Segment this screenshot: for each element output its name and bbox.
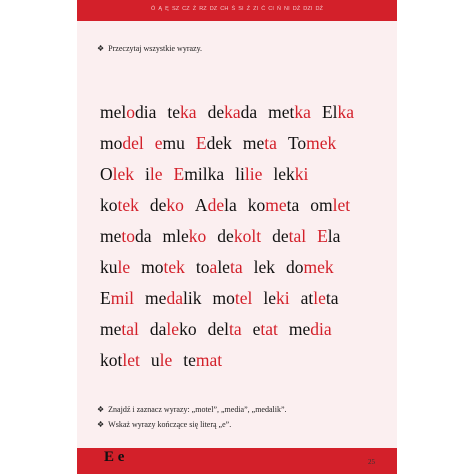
syllable: kot xyxy=(100,350,123,370)
syllable: me xyxy=(242,133,265,153)
syllable: mil xyxy=(184,164,208,184)
word[interactable] xyxy=(263,283,289,314)
word[interactable] xyxy=(208,97,258,128)
syllable-highlighted: ta xyxy=(228,319,242,339)
syllable: at xyxy=(300,288,314,308)
word-row xyxy=(100,345,365,376)
syllable-highlighted: E xyxy=(317,226,328,246)
word[interactable] xyxy=(301,283,339,314)
syllable-highlighted: ko xyxy=(188,226,207,246)
syllable: E xyxy=(100,288,111,308)
word-row xyxy=(100,97,365,128)
syllable-highlighted: tal xyxy=(121,319,139,339)
alphabet-letter: Ź xyxy=(246,6,251,12)
syllable: lek xyxy=(253,257,275,277)
syllable-highlighted: le xyxy=(159,350,173,370)
syllable-highlighted: le xyxy=(166,319,180,339)
syllable: me xyxy=(100,226,122,246)
syllable: mu xyxy=(162,133,185,153)
alphabet-letter: Ó xyxy=(150,6,156,12)
word[interactable] xyxy=(288,128,336,159)
syllable: mle xyxy=(162,226,189,246)
alphabet-letter: Ś xyxy=(231,6,236,12)
syllable-highlighted: ta xyxy=(229,257,243,277)
instruction-ending-text: Wskaż wyrazy kończące się literą „e”. xyxy=(108,420,232,429)
word[interactable] xyxy=(195,190,237,221)
syllable-highlighted: le xyxy=(313,288,326,308)
syllable-highlighted: ki xyxy=(275,288,290,308)
syllable: mel xyxy=(100,102,127,122)
syllable: la xyxy=(224,195,237,215)
syllable: li xyxy=(235,164,245,184)
syllable-highlighted: mat xyxy=(195,350,223,370)
word-row xyxy=(100,314,365,345)
syllable-highlighted: ka xyxy=(224,102,241,122)
syllable-highlighted: let xyxy=(332,195,351,215)
alphabet-letter: Ą xyxy=(158,6,163,12)
word-row xyxy=(100,252,365,283)
syllable-highlighted: lek xyxy=(112,164,135,184)
word[interactable] xyxy=(100,159,134,190)
alphabet-letter: DZI xyxy=(303,6,313,12)
syllable: ta xyxy=(325,288,339,308)
word-row xyxy=(100,128,365,159)
syllable: de xyxy=(272,226,289,246)
alphabet-letter: ZI xyxy=(253,6,259,12)
word[interactable] xyxy=(100,252,130,283)
syllable-highlighted: let xyxy=(122,350,140,370)
diamond-bullet-icon: ❖ xyxy=(97,44,105,53)
syllable-highlighted: le xyxy=(149,164,163,184)
word[interactable] xyxy=(248,190,300,221)
syllable: lik xyxy=(182,288,202,308)
bottom-banner xyxy=(77,448,397,474)
word[interactable] xyxy=(212,283,252,314)
word[interactable] xyxy=(196,128,232,159)
syllable: lek xyxy=(273,164,295,184)
syllable: met xyxy=(268,102,295,122)
word[interactable] xyxy=(100,190,139,221)
word[interactable] xyxy=(254,252,275,283)
word[interactable] xyxy=(310,190,350,221)
syllable: ko xyxy=(179,319,197,339)
word[interactable] xyxy=(163,221,207,252)
syllable: i xyxy=(145,164,150,184)
word[interactable] xyxy=(235,159,262,190)
word-row xyxy=(100,283,365,314)
syllable: O xyxy=(100,164,113,184)
syllable-highlighted: ki xyxy=(294,164,309,184)
syllable-highlighted: mil xyxy=(110,288,135,308)
alphabet-letter: CI xyxy=(268,6,274,12)
word-row xyxy=(100,190,365,221)
word-row xyxy=(100,159,365,190)
alphabet-letter: DŹ xyxy=(315,6,324,12)
syllable-highlighted: me xyxy=(265,195,287,215)
alphabet-letter: Ż xyxy=(192,6,197,12)
alphabet-letter: NI xyxy=(284,6,290,12)
syllable-highlighted: o xyxy=(126,102,135,122)
word[interactable] xyxy=(155,128,185,159)
syllable: te xyxy=(167,102,181,122)
syllable-highlighted: tek xyxy=(117,195,139,215)
word[interactable] xyxy=(100,221,152,252)
alphabet-strip xyxy=(77,6,397,12)
letter-label: E e xyxy=(104,449,125,465)
instruction-read-text: Przeczytaj wszystkie wyrazy. xyxy=(108,44,203,53)
word[interactable] xyxy=(150,314,197,345)
alphabet-letter: Ć xyxy=(261,6,266,12)
syllable-highlighted: de xyxy=(207,195,225,215)
alphabet-letter: Ń xyxy=(276,6,282,12)
syllable-highlighted: ko xyxy=(166,195,184,215)
syllable-highlighted: kolt xyxy=(233,226,262,246)
word[interactable] xyxy=(268,97,311,128)
syllable: u xyxy=(150,350,160,370)
syllable-highlighted: le xyxy=(117,257,131,277)
syllable-highlighted: to xyxy=(121,226,136,246)
syllable: de xyxy=(149,195,167,215)
word[interactable] xyxy=(286,252,334,283)
word[interactable] xyxy=(100,128,144,159)
syllable: ko xyxy=(247,195,266,215)
top-banner xyxy=(77,0,397,21)
syllable: A xyxy=(194,195,208,215)
page-number: 25 xyxy=(368,458,375,466)
syllable-highlighted: E xyxy=(195,133,207,153)
syllable-highlighted: mek xyxy=(306,133,337,153)
syllable: do xyxy=(285,257,304,277)
word[interactable] xyxy=(151,345,172,376)
syllable: dek xyxy=(206,133,232,153)
syllable: mo xyxy=(100,133,123,153)
alphabet-letter: CZ xyxy=(182,6,190,12)
syllable-highlighted: da xyxy=(166,288,183,308)
syllable: da xyxy=(149,319,167,339)
syllable: ta xyxy=(286,195,300,215)
instruction-ending xyxy=(97,420,231,429)
instruction-find xyxy=(97,405,287,414)
word[interactable] xyxy=(167,97,196,128)
alphabet-letter: DZ xyxy=(209,6,218,12)
syllable-highlighted: dia xyxy=(310,319,332,339)
word[interactable] xyxy=(253,314,278,345)
syllable-highlighted: ta xyxy=(264,133,277,153)
syllable-highlighted: tal xyxy=(288,226,307,246)
word[interactable] xyxy=(243,128,277,159)
word[interactable] xyxy=(196,252,243,283)
syllable: le xyxy=(263,288,276,308)
syllable: la xyxy=(327,226,341,246)
syllable: da xyxy=(240,102,258,122)
syllable: to xyxy=(195,257,210,277)
syllable: El xyxy=(321,102,338,122)
instruction-find-text: Znajdź i zaznacz wyrazy: „motel”, „media”, „medalik”. xyxy=(108,405,287,414)
syllable: del xyxy=(207,319,229,339)
syllable: e xyxy=(252,319,261,339)
word[interactable] xyxy=(141,252,185,283)
word-row xyxy=(100,221,365,252)
alphabet-letter: SI xyxy=(238,6,244,12)
syllable-highlighted: E xyxy=(173,164,185,184)
word[interactable] xyxy=(100,345,140,376)
syllable: mo xyxy=(141,257,164,277)
instruction-read xyxy=(97,44,202,53)
word[interactable] xyxy=(289,314,332,345)
word[interactable] xyxy=(145,283,201,314)
syllable: me xyxy=(100,319,122,339)
word[interactable] xyxy=(272,221,306,252)
alphabet-letter: CH xyxy=(220,6,229,12)
word[interactable] xyxy=(183,345,222,376)
diamond-bullet-icon: ❖ xyxy=(97,420,105,429)
syllable: om xyxy=(310,195,333,215)
word[interactable] xyxy=(208,314,242,345)
workbook-page xyxy=(77,0,397,474)
word-grid xyxy=(100,97,365,376)
word[interactable] xyxy=(100,97,156,128)
syllable-highlighted: mek xyxy=(303,257,334,277)
syllable-highlighted: ka xyxy=(180,102,197,122)
word[interactable] xyxy=(217,221,261,252)
syllable: To xyxy=(287,133,307,153)
syllable-highlighted: ka xyxy=(294,102,311,122)
syllable: dia xyxy=(135,102,157,122)
word[interactable] xyxy=(150,190,184,221)
syllable: ka xyxy=(207,164,225,184)
alphabet-letter: Ę xyxy=(165,6,169,12)
syllable: de xyxy=(207,102,225,122)
word[interactable] xyxy=(145,159,163,190)
word[interactable] xyxy=(273,159,308,190)
alphabet-letter: SZ xyxy=(171,6,180,12)
syllable: da xyxy=(135,226,152,246)
syllable-highlighted: e xyxy=(154,133,163,153)
syllable-highlighted: a xyxy=(209,257,218,277)
syllable-highlighted: tek xyxy=(163,257,185,277)
syllable-highlighted: tat xyxy=(260,319,278,339)
word[interactable] xyxy=(174,159,225,190)
syllable-highlighted: tel xyxy=(234,288,253,308)
word[interactable] xyxy=(100,314,139,345)
syllable-highlighted: del xyxy=(122,133,144,153)
alphabet-letter: DŻ xyxy=(292,6,301,12)
syllable: te xyxy=(183,350,196,370)
syllable: me xyxy=(288,319,311,339)
syllable-highlighted: lie xyxy=(244,164,263,184)
syllable: le xyxy=(217,257,230,277)
alphabet-letter: RZ xyxy=(199,6,207,12)
diamond-bullet-icon: ❖ xyxy=(97,405,105,414)
syllable: ku xyxy=(100,257,118,277)
syllable: me xyxy=(145,288,167,308)
syllable: mo xyxy=(212,288,235,308)
word[interactable] xyxy=(322,97,354,128)
word[interactable] xyxy=(317,221,340,252)
syllable: de xyxy=(217,226,234,246)
word[interactable] xyxy=(100,283,134,314)
syllable-highlighted: ka xyxy=(337,102,355,122)
syllable: ko xyxy=(100,195,118,215)
